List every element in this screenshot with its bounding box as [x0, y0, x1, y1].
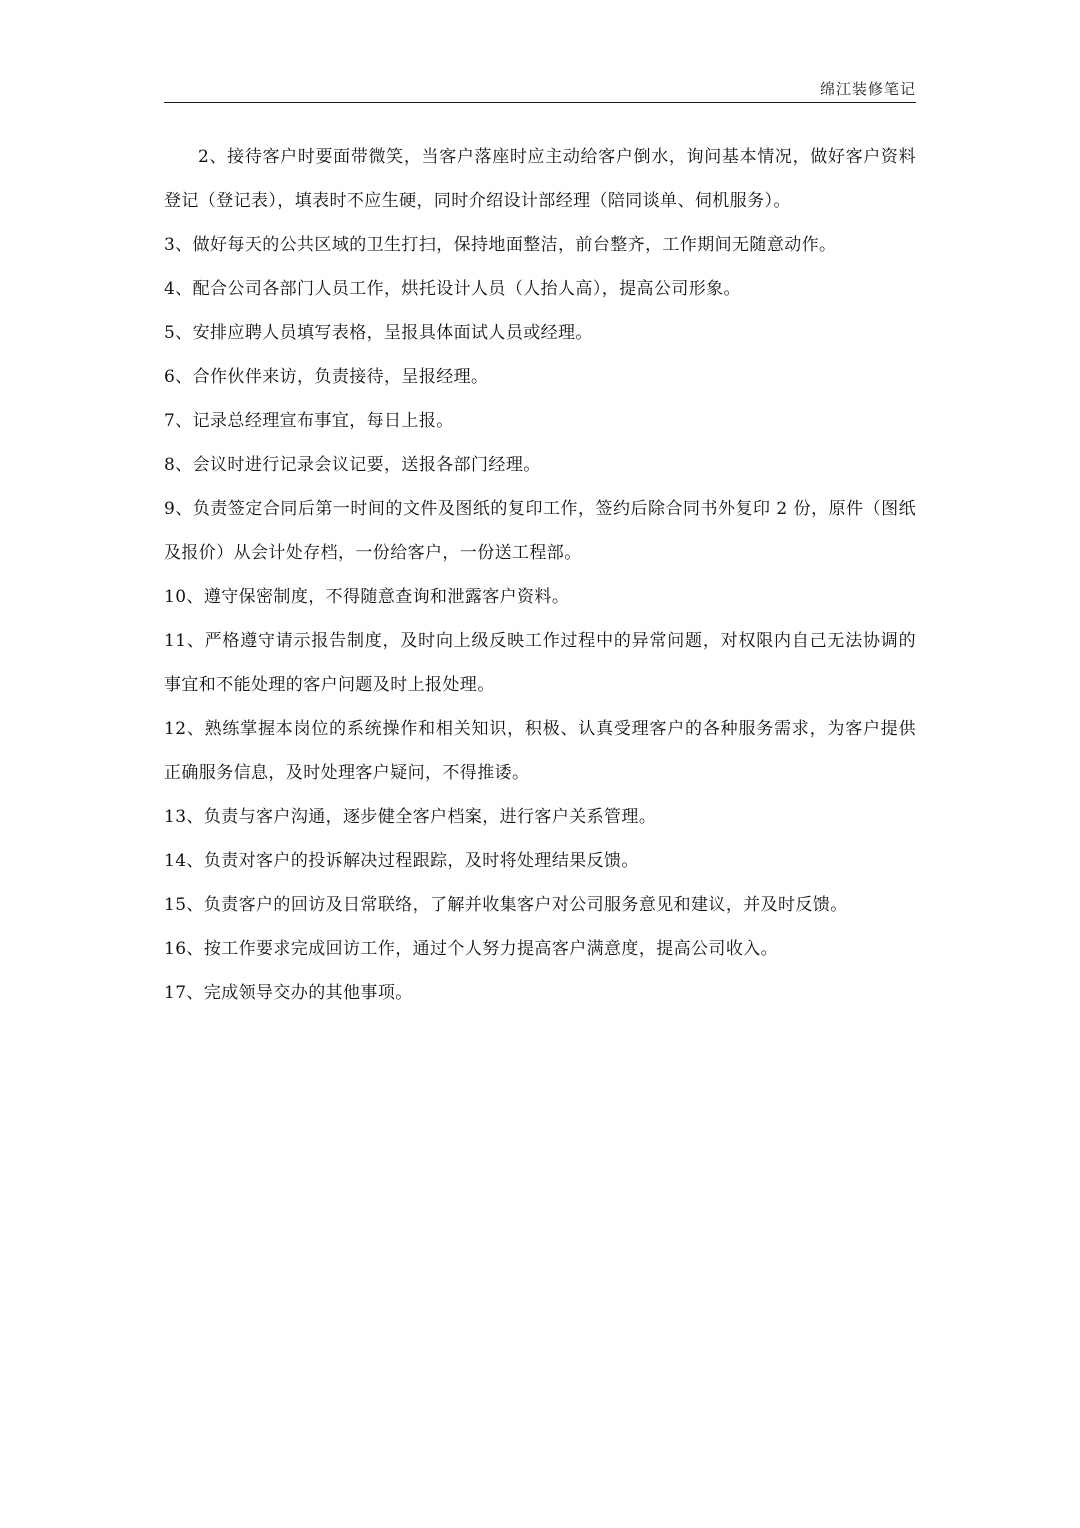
- list-item: 8、会议时进行记录会议记要，送报各部门经理。: [164, 455, 541, 475]
- page-header: [164, 76, 916, 103]
- list-item: 2、接待客户时要面带微笑，当客户落座时应主动给客户倒水，询问基本情况，做好客户资料登记（登记表），填表时不应生硬，同时介绍设计部经理（陪同谈单、伺机服务）。: [164, 147, 916, 211]
- list-item: 17、完成领导交办的其他事项。: [164, 983, 413, 1003]
- list-item: 7、记录总经理宣布事宜，每日上报。: [164, 411, 454, 431]
- list-item: 10、遵守保密制度，不得随意查询和泄露客户资料。: [164, 587, 570, 607]
- list-item: 3、做好每天的公共区域的卫生打扫，保持地面整洁，前台整齐，工作期间无随意动作。: [164, 235, 837, 255]
- header-title: 绵江装修笔记: [819, 80, 916, 98]
- list-item: 5、安排应聘人员填写表格，呈报具体面试人员或经理。: [164, 323, 593, 343]
- document-body: [164, 135, 916, 1015]
- list-item: 16、按工作要求完成回访工作，通过个人努力提高客户满意度，提高公司收入。: [164, 939, 779, 959]
- list-item: 11、严格遵守请示报告制度，及时向上级反映工作过程中的异常问题，对权限内自己无法协调的事宜和不能处理的客户问题及时上报处理。: [164, 631, 916, 695]
- list-item: 9、负责签定合同后第一时间的文件及图纸的复印工作，签约后除合同书外复印 2 份，原件（图纸及报价）从会计处存档，一份给客户，一份送工程部。: [164, 499, 916, 563]
- list-item: 13、负责与客户沟通，逐步健全客户档案，进行客户关系管理。: [164, 807, 657, 827]
- list-item: 4、配合公司各部门人员工作，烘托设计人员（人抬人高），提高公司形象。: [164, 279, 741, 299]
- list-item: 15、负责客户的回访及日常联络，了解并收集客户对公司服务意见和建议，并及时反馈。: [164, 895, 848, 915]
- list-item: 6、合作伙伴来访，负责接待，呈报经理。: [164, 367, 489, 387]
- list-item: 14、负责对客户的投诉解决过程跟踪，及时将处理结果反馈。: [164, 851, 639, 871]
- list-item: 12、熟练掌握本岗位的系统操作和相关知识，积极、认真受理客户的各种服务需求，为客户提供正确服务信息，及时处理客户疑问，不得推诿。: [164, 719, 916, 783]
